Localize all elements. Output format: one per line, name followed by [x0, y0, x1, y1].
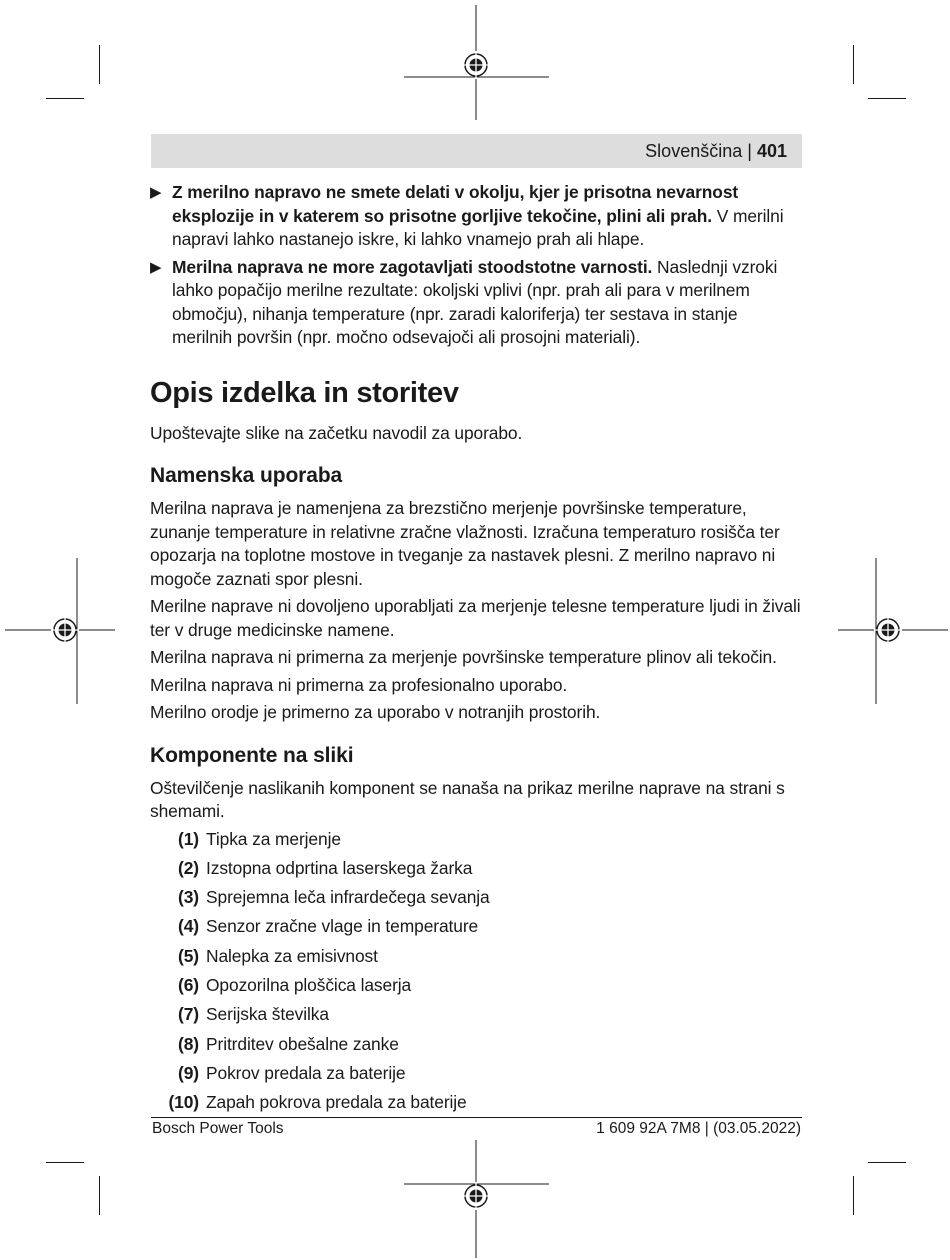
- item-number: (2): [178, 857, 199, 878]
- intended-use-title: Namenska uporaba: [150, 464, 343, 487]
- crop-mark: [853, 45, 854, 84]
- header-language: Slovenščina: [645, 141, 743, 161]
- list-item: [150, 886, 802, 915]
- registration-mark-icon: [404, 1140, 549, 1258]
- item-number: (1): [178, 828, 199, 849]
- intended-use-paragraph: Merilno orodje je primerno za uporabo v notranjih prostorih.: [150, 702, 601, 722]
- crop-mark: [46, 1162, 84, 1163]
- page-header: [151, 134, 802, 168]
- item-label: Sprejemna leča infrardečega sevanja: [206, 887, 490, 908]
- intended-use-paragraph: Merilna naprava je namenjena za brezstično merjenje površinske temperature, zunanje temperature in relativne zračne vlažnosti. Izračuna temperaturo rosišča ter opozarja na toplotne mostove in tveganje za nastavek plesni. Z merilno napravo ni mogoče zaznati spor plesni.: [150, 498, 780, 589]
- header-text: [645, 141, 787, 162]
- item-label: Tipka za merjenje: [206, 828, 341, 849]
- item-label: Pritrditev obešalne zanke: [206, 1033, 399, 1054]
- list-item: [150, 828, 802, 857]
- list-item: [150, 945, 802, 974]
- item-label: Opozorilna ploščica laserja: [206, 974, 412, 995]
- header-separator: |: [747, 141, 752, 161]
- safety-bullet-bold: Z merilno napravo ne smete delati v okolju, kjer je prisotna nevarnost eksplozije in v katerem so prisotne gorljive tekočine, plini ali prah.: [172, 182, 739, 226]
- triangle-right-icon: ▶: [150, 258, 162, 276]
- intended-use-paragraph: Merilne naprave ni dovoljeno uporabljati za merjenje telesne temperature ljudi in živali ter v druge medicinske namene.: [150, 596, 801, 640]
- item-number: (9): [178, 1062, 199, 1083]
- list-item: [150, 857, 802, 886]
- item-number: (5): [178, 945, 199, 966]
- safety-bullet-text: V merilni napravi lahko nastanejo iskre, ki lahko vnamejo prah ali hlape.: [172, 205, 784, 249]
- item-label: Serijska številka: [206, 1004, 329, 1025]
- item-label: Pokrov predala za baterije: [206, 1062, 406, 1083]
- registration-mark-icon: [5, 558, 115, 704]
- crop-mark: [868, 98, 906, 99]
- components-title: Komponente na sliki: [150, 743, 354, 767]
- page-content: [150, 181, 802, 1120]
- components-list: [150, 828, 802, 1121]
- crop-mark: [99, 45, 100, 84]
- list-item: [150, 974, 802, 1003]
- safety-bullet: [150, 256, 802, 350]
- intended-use-paragraph: Merilna naprava ni primerna za profesionalno uporabo.: [150, 674, 568, 695]
- item-number: (8): [178, 1033, 199, 1054]
- list-item: [150, 915, 802, 944]
- safety-bullet-bold: Merilna naprava ne more zagotavljati stoodstotne varnosti.: [172, 256, 653, 277]
- registration-mark-icon: [838, 558, 948, 704]
- page-number: 401: [756, 141, 787, 161]
- item-number: (7): [178, 1004, 199, 1025]
- registration-mark-icon: [404, 5, 549, 120]
- item-label: Zapah pokrova predala za baterije: [206, 1092, 467, 1113]
- item-number: (6): [178, 974, 199, 995]
- item-label: Izstopna odprtina laserskega žarka: [206, 857, 473, 878]
- safety-bullet: [150, 181, 802, 252]
- list-item: [150, 1003, 802, 1032]
- item-number: (10): [168, 1092, 199, 1113]
- triangle-right-icon: ▶: [150, 184, 162, 201]
- footer-divider: [151, 1117, 802, 1118]
- safety-bullet-text: Naslednji vzroki lahko popačijo merilne rezultate: okoljski vplivi (npr. prah ali para v merilnem območju), nihanja temperature (npr. zaradi kaloriferja) ter sestava in stanje merilnih površin (npr. močno odsevajoči ali prosojni materiali).: [172, 256, 778, 347]
- item-label: Nalepka za emisivnost: [206, 945, 378, 966]
- crop-mark: [853, 1176, 854, 1215]
- item-number: (3): [178, 887, 199, 908]
- item-number: (4): [178, 916, 199, 937]
- crop-mark: [46, 98, 84, 99]
- intended-use-paragraph: Merilna naprava ni primerna za merjenje površinske temperature plinov ali tekočin.: [150, 647, 777, 667]
- section-intro: Upoštevajte slike na začetku navodil za uporabo.: [150, 422, 523, 443]
- components-intro: Oštevilčenje naslikanih komponent se nanaša na prikaz merilne naprave na strani s shemami.: [150, 777, 785, 821]
- list-item: [150, 1033, 802, 1062]
- crop-mark: [868, 1162, 906, 1163]
- list-item: [150, 1062, 802, 1091]
- section-title: Opis izdelka in storitev: [150, 376, 459, 409]
- footer-brand: Bosch Power Tools: [152, 1120, 284, 1137]
- crop-mark: [99, 1176, 100, 1215]
- footer-doc-id: 1 609 92A 7M8 | (03.05.2022): [596, 1120, 801, 1137]
- item-label: Senzor zračne vlage in temperature: [206, 916, 479, 937]
